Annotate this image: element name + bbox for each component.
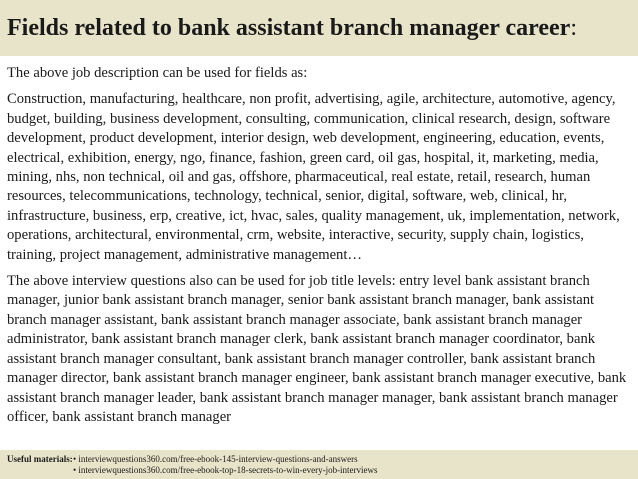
footer-link-ebook-top-18[interactable]: • interviewquestions360.com/free-ebook-top-18-secrets-to-win-every-job-interviews bbox=[73, 465, 378, 475]
footer bbox=[0, 450, 638, 479]
intro-paragraph: The above job description can be used for fields as: bbox=[7, 65, 308, 81]
title-bar bbox=[0, 0, 638, 56]
footer-row-2 bbox=[7, 465, 638, 476]
page-title: Fields related to bank assistant branch manager career bbox=[7, 15, 571, 41]
main-content bbox=[7, 64, 635, 427]
footer-label: Useful materials: bbox=[7, 454, 73, 464]
footer-link-ebook-145[interactable]: • interviewquestions360.com/free-ebook-145-interview-questions-and-answers bbox=[73, 454, 358, 464]
job-levels-paragraph: The above interview questions also can be used for job title levels: entry level bank assistant branch manager, junior bank assistant branch manager, senior bank assistant branch manager, bank assistant branch manager assistant, bank assistant branch manager associate, bank assistant branch manager administrator, bank assistant branch manager clerk, bank assistant branch manager coordinator, bank assistant branch manager consultant, bank assistant branch manager controller, bank assistant branch manager director, bank assistant branch manager engineer, bank assistant branch manager executive, bank assistant branch manager leader, bank assistant branch manager manager, bank assistant branch manager officer, bank assistant branch manager bbox=[7, 273, 627, 425]
footer-row-1 bbox=[7, 454, 638, 465]
page-title-colon: : bbox=[570, 15, 577, 41]
fields-paragraph: Construction, manufacturing, healthcare, non profit, advertising, agile, architecture, automotive, agency, budget, building, business development, consulting, communication, clinical research, design, software development, product development, interior design, web development, engineering, education, events, electrical, exhibition, energy, ngo, finance, fashion, green card, oil gas, hospital, it, marketing, media, mining, nhs, non technical, oil and gas, offshore, pharmaceutical, real estate, retail, research, human resources, telecommunications, technology, technical, senior, digital, software, web, clinical, hr, infrastructure, business, erp, creative, ict, hvac, sales, quality management, uk, implementation, network, operations, architectural, environmental, crm, website, interactive, security, supply chain, logistics, training, project management, administrative management… bbox=[7, 91, 620, 263]
